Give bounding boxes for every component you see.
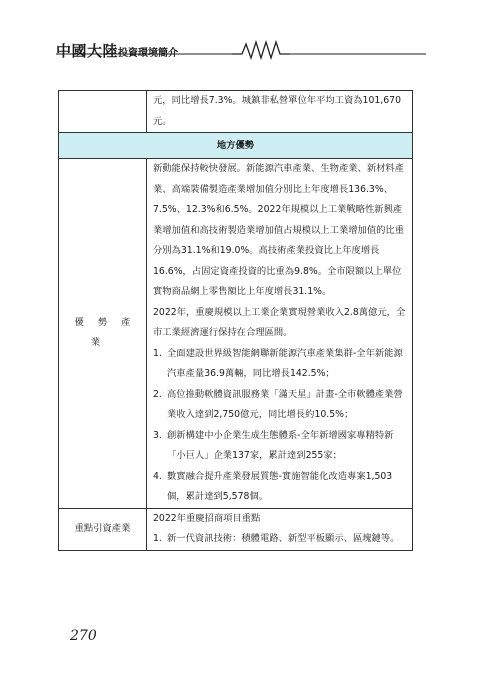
list-text: 高位推動軟體資訊服務業「滿天星」計畫-全市軟體產業營業收入達到2,750億元，同比增長約10.5%； (167, 388, 403, 420)
table-row (59, 91, 413, 133)
list-number: 4. (153, 470, 162, 482)
list-number: 1. (153, 347, 162, 359)
table-row (59, 133, 413, 159)
running-header (56, 36, 426, 60)
list-item (153, 344, 406, 385)
invest-label-cell (59, 508, 147, 550)
invest-content-cell (147, 508, 413, 550)
table-row (59, 508, 413, 550)
list-number: 1. (153, 533, 162, 544)
list-text: 數實融合提升產業發展質態-實施智能化改造專案1,503個，累計達到5,578個。 (167, 470, 393, 502)
advantages-table (58, 90, 413, 551)
invest-label: 重點引資產業 (74, 522, 131, 534)
list-number: 3. (153, 429, 162, 441)
list-item (153, 467, 406, 508)
header-title-main: 中國大陸 (56, 42, 119, 60)
empty-label-cell (59, 91, 147, 133)
header-title (56, 40, 178, 61)
list-text: 全面建設世界級智能網聯新能源汽車產業集群-全年新能源汽車產量36.9萬輛，同比增長142.5%； (167, 347, 403, 379)
table-row (59, 159, 413, 509)
header-title-sub: 投資環境簡介 (118, 48, 179, 59)
advantage-label: 優勢產業 (74, 316, 145, 349)
top-text: 元，同比增長7.3%。城鎮非私營單位年平均工資為101,670元。 (153, 95, 402, 127)
list-item (153, 529, 406, 550)
advantage-label-cell (59, 159, 147, 509)
section-band-local-advantages: 地方優勢 (59, 133, 413, 159)
list-number: 2. (153, 388, 162, 400)
list-text: 創新構建中小企業生成生態體系-全年新增國家專精特新「小巨人」企業137家，累計達到255家； (167, 429, 394, 461)
list-item (153, 385, 406, 426)
advantage-content-cell (147, 159, 413, 509)
invest-line-1: 2022年重慶招商項目重點 (153, 512, 261, 524)
page-number: 270 (70, 628, 97, 644)
list-item (153, 426, 406, 467)
list-text: 新一代資訊技術：積體電路、新型平板顯示、區塊鏈等。 (167, 533, 400, 544)
top-text-cell (147, 91, 413, 133)
advantage-para-1: 新動能保持較快發展。新能源汽車產業、生物產業、新材料產業、高端裝備製造產業增加值分別比上年度增長136.3%、7.5%、12.3%和6.5%。2022年規模以上工業戰略性新興產業增加值和高技術製造業增加值占規模以上工業增加值的比重分別為31.1%和19.0%。高技術產業投資比上年度增長16.6%，占固定資產投資的比重為9.8%。全市限額以上單位實物商品網上零售額比上年度增長31.1%。 (153, 163, 405, 297)
advantage-para-2: 2022年，重慶規模以上工業企業實現營業收入2.8萬億元，全市工業經濟運行保持在合理區間。 (153, 306, 406, 338)
